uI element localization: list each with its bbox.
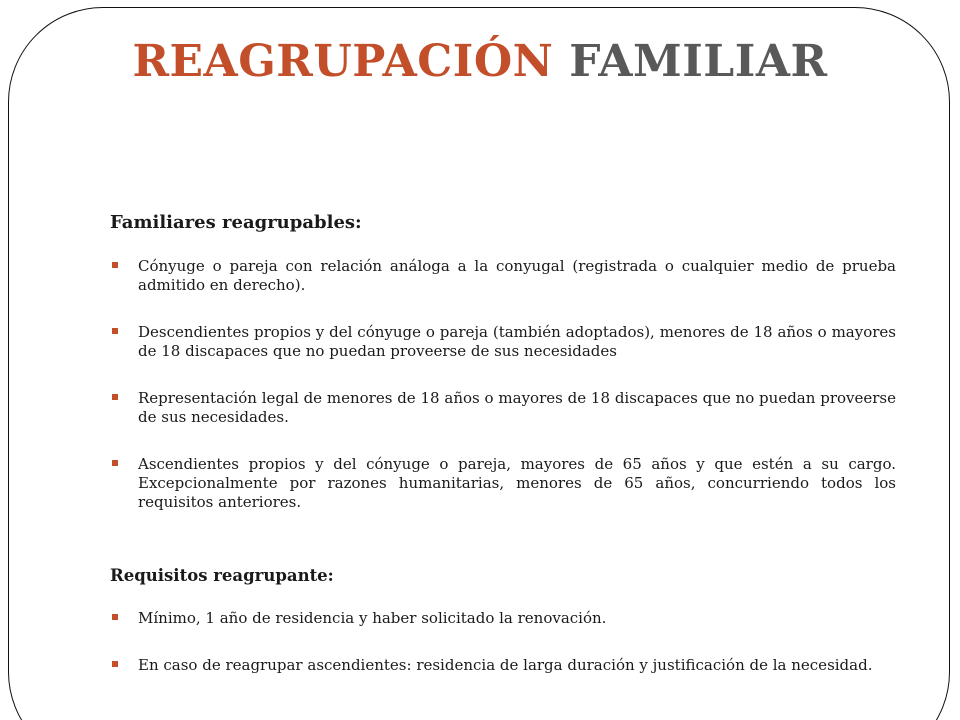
slide-content [110, 212, 896, 703]
list-item-text: Representación legal de menores de 18 años o mayores de 18 discapaces que no puedan proveerse de sus necesidades. [138, 389, 896, 426]
square-bullet-icon [112, 661, 118, 667]
list-item-text: Descendientes propios y del cónyuge o pareja (también adoptados), menores de 18 años o mayores de 18 discapaces que no puedan proveerse de sus necesidades [138, 323, 896, 360]
list-item-text: Ascendientes propios y del cónyuge o pareja, mayores de 65 años y que estén a su cargo. Excepcionalmente por razones humanitarias, menores de 65 años, concurriendo todos los requisitos anteriores. [138, 455, 896, 511]
list-item [110, 323, 896, 361]
list-item [110, 455, 896, 512]
square-bullet-icon [112, 328, 118, 334]
title-word-2: FAMILIAR [569, 36, 828, 87]
list-item-text: Cónyuge o pareja con relación análoga a la conyugal (registrada o cualquier medio de prueba admitido en derecho). [138, 257, 896, 294]
slide-title [0, 36, 960, 89]
square-bullet-icon [112, 614, 118, 620]
list-item [110, 609, 896, 628]
section-heading-reagrupables: Familiares reagrupables: [110, 212, 362, 233]
list-item [110, 656, 896, 675]
section-heading-requisitos: Requisitos reagrupante: [110, 566, 334, 585]
square-bullet-icon [112, 262, 118, 268]
square-bullet-icon [112, 460, 118, 466]
list-item-text: En caso de reagrupar ascendientes: residencia de larga duración y justificación de la necesidad. [138, 656, 873, 674]
list-item [110, 389, 896, 427]
square-bullet-icon [112, 394, 118, 400]
title-word-1: REAGRUPACIÓN [132, 36, 554, 87]
bullet-list-reagrupables [110, 257, 896, 512]
list-item-text: Mínimo, 1 año de residencia y haber solicitado la renovación. [138, 609, 607, 627]
bullet-list-requisitos [110, 609, 896, 675]
list-item [110, 257, 896, 295]
